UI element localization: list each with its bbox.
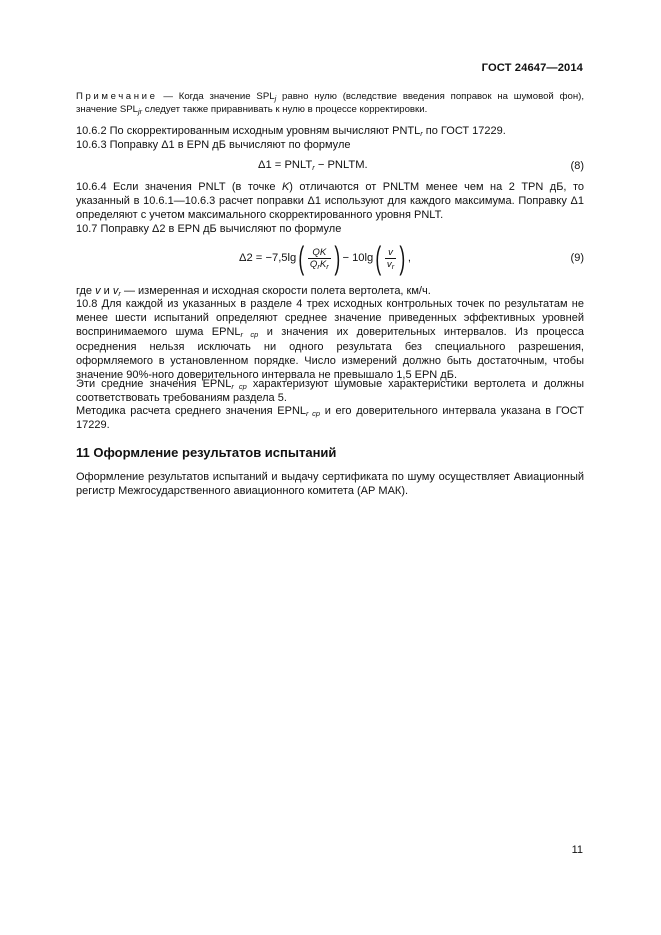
- paragraph-10-8: 10.8 Для каждой из указанных в разделе 4 трех исходных контрольных точек по результатам не менее шести испытаний определяют среднее значение приведенных эффективных уровней воспринимаемого шума $EPNL_{r ср}$ и значения их доверительных интервалов. Из процесса осреднения нельзя исключать ни одного результата без специального разрешения, оформляемого в установленном порядке. Число измерений должно быть достаточным, чтобы значение 90%-ного доверительного интервала не превышало 1,5 EPN дБ.: [76, 298, 584, 382]
- formula-8: $\Delta 1 = PNLT_r$ − PNLTM.: [258, 159, 368, 172]
- fraction-qk: $\frac{QK}{Q_rK_r}$: [309, 246, 329, 271]
- paragraph-mean-values: Эти средние значения $EPNL_{r ср}$ характеризуют шумовые характеристики вертолета и должны соответствовать требованиям раздела 5.: [76, 378, 584, 405]
- equation-number-8: (8): [570, 160, 584, 172]
- equation-number-9: (9): [570, 252, 584, 264]
- page-number: 11: [571, 844, 583, 856]
- fraction-v: $\frac{v}{v_r}$: [386, 246, 395, 271]
- paragraph-method: Методика расчета среднего значения $EPNL_{r ср}$ и его доверительного интервала указана в ГОСТ 17229.: [76, 405, 584, 432]
- paragraph-section-11: Оформление результатов испытаний и выдачу сертификата по шуму осуществляет Авиационный регистр Межгосударственного авиационного комитета (АР МАК).: [76, 471, 584, 498]
- paragraph-10-6-3: 10.6.3 Поправку Δ1 в EPN дБ вычисляют по формуле: [76, 139, 351, 151]
- section-11-heading: 11 Оформление результатов испытаний: [76, 445, 337, 460]
- document-code-header: ГОСТ 24647—2014: [481, 62, 583, 74]
- paragraph-10-6-2: 10.6.2 По скорректированным исходным уровням вычисляют $PNTL_r$ по ГОСТ 17229.: [76, 125, 506, 138]
- formula-9: Δ2 = −7,5lg ( $\frac{QK}{Q_rK_r}$ ) − 10lg ( $\frac{v}{v_r}$ ) ,: [239, 240, 411, 276]
- note-label: Примечание: [76, 91, 158, 102]
- paragraph-10-6-4: 10.6.4 Если значения PNLT (в точке K) отличаются от PNLTM менее чем на 2 TPN дБ, то указанный в 10.6.1—10.6.3 расчет поправки Δ1 используют для каждого максимума. Поправку Δ1 определяют с учетом максимального скорректированного уровня PNLT.: [76, 181, 584, 222]
- paragraph-10-7: 10.7 Поправку Δ2 в EPN дБ вычисляют по формуле: [76, 223, 342, 235]
- where-clause: где v и $v_r$ — измеренная и исходная скорости полета вертолета, км/ч.: [76, 285, 431, 298]
- note-paragraph: Примечание — Когда значение $SPL_j$ равно нулю (вследствие введения поправок на шумовой фон), значение $SPL_{jr}$ следует также приравнивать к нулю в процессе корректировки.: [76, 91, 584, 116]
